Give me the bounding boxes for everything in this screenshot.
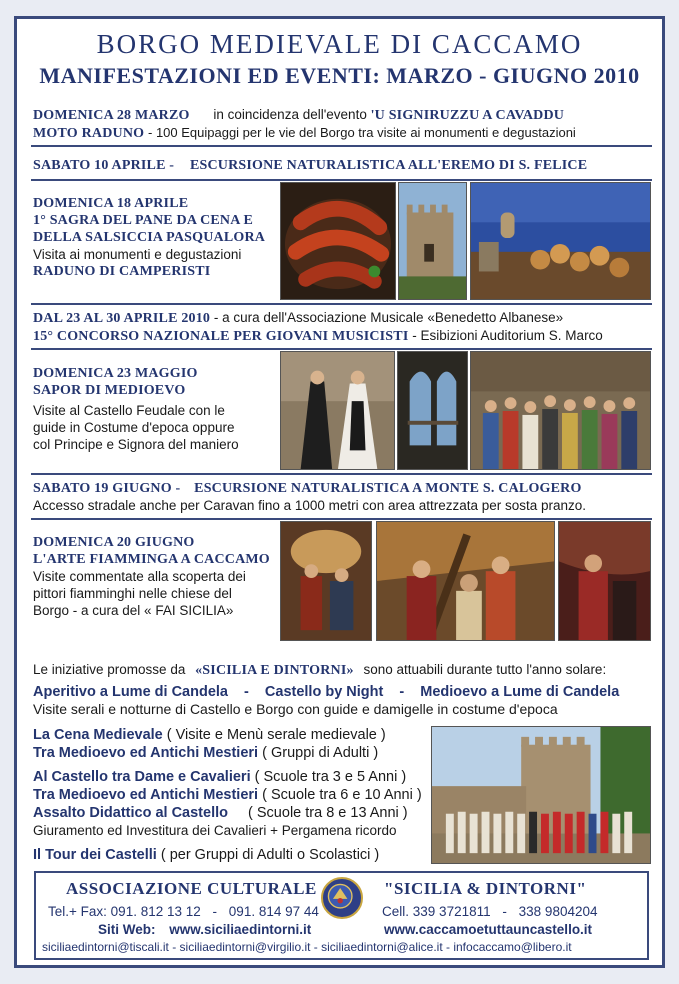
event-text: - a cura dell'Associazione Musicale «Benedetto Albanese»: [213, 310, 564, 325]
poster: [14, 16, 665, 968]
divider: [31, 473, 652, 475]
event-19-giugno: [33, 479, 658, 514]
event-text: Visite al Castello Feudale con le: [33, 403, 225, 418]
activity-item: [33, 726, 433, 744]
castle-group-photo: [431, 726, 651, 864]
initiative-name: Aperitivo a Lume di Candela: [33, 684, 228, 700]
event-name: 'U SIGNIRUZZU A CAVADDU: [370, 108, 565, 123]
separator: -: [502, 904, 507, 919]
event-text: Visite commentate alla scoperta dei: [33, 569, 246, 584]
activity-item: [33, 804, 433, 822]
event-23-maggio: [33, 365, 283, 453]
association-logo-icon: [321, 877, 363, 919]
event-title: MOTO RADUNO: [33, 126, 145, 141]
divider: [31, 348, 652, 350]
event-18-aprile: [33, 195, 283, 280]
separator: -: [244, 684, 249, 700]
activity-name: Assalto Didattico al Castello: [33, 805, 228, 821]
event-text: in coincidenza dell'evento: [213, 107, 367, 122]
flemish-painting-1: [280, 521, 372, 641]
evening-initiatives: [33, 684, 658, 701]
event-title: DELLA SALSICCIA PASQUALORA: [33, 230, 266, 245]
event-date: DOMENICA 20 GIUGNO: [33, 535, 195, 550]
contact-footer: [34, 871, 649, 960]
activity-name: Al Castello tra Dame e Cavalieri: [33, 769, 251, 785]
event-text: Borgo - a cura del « FAI SICILIA»: [33, 603, 234, 618]
website-link[interactable]: www.siciliaedintorni.it: [169, 922, 312, 937]
event-extra: RADUNO DI CAMPERISTI: [33, 264, 211, 279]
event-text: Accesso stradale anche per Caravan fino a 1000 metri con area attrezzata per sosta pranzo.: [33, 498, 587, 513]
activity-name: Il Tour dei Castelli: [33, 847, 157, 863]
initiative-name: Castello by Night: [264, 684, 384, 700]
divider: [31, 518, 652, 520]
evening-description: Visite serali e notturne di Castello e Borgo con guide e damigelle in costume d'epoca: [33, 701, 558, 717]
activity-name: Tra Medioevo ed Antichi Mestieri: [33, 745, 259, 761]
mobile-label: Cell.: [382, 904, 410, 919]
castle-window-photo: [397, 351, 468, 470]
event-text: col Principe e Signora del maniero: [33, 437, 239, 452]
intro-text: sono attuabili durante tutto l'anno solare:: [363, 662, 607, 677]
phone-line: [48, 904, 319, 919]
costume-guides-photo: [280, 351, 395, 470]
event-20-giugno: [33, 534, 285, 619]
initiative-name: Medioevo a Lume di Candela: [420, 684, 620, 700]
event-10-aprile: [33, 156, 653, 174]
event-title: ESCURSIONE NATURALISTICA ALL'EREMO DI S. FELICE: [189, 158, 588, 173]
activity-note: ( Gruppi di Adulti ): [262, 745, 379, 761]
phone-number: 091. 812 13 12: [110, 904, 201, 919]
association-label: ASSOCIAZIONE CULTURALE: [66, 879, 317, 898]
activity-note: ( Scuole tra 8 e 13 Anni ): [248, 805, 408, 821]
phone-label: Tel.+ Fax:: [48, 904, 107, 919]
bread-market-photo: [470, 182, 651, 300]
divider: [31, 303, 652, 305]
event-text: - 100 Equipaggi per le vie del Borgo tra visite ai monumenti e degustazioni: [148, 125, 576, 140]
web-label: Siti Web:: [98, 922, 156, 937]
event-title: L'ARTE FIAMMINGA A CACCAMO: [33, 552, 270, 567]
event-28-marzo: [33, 106, 653, 142]
flemish-painting-3: [558, 521, 651, 641]
divider: [31, 179, 652, 181]
event-text: guide in Costume d'epoca oppure: [33, 420, 235, 435]
mobile-line: [382, 904, 598, 919]
event-title: SAPOR DI MEDIOEVO: [33, 383, 186, 398]
event-text: pittori fiamminghi nelle chiese del: [33, 586, 232, 601]
mobile-number: 338 9804204: [518, 904, 598, 919]
event-23-30-aprile: [33, 309, 658, 345]
event-title: ESCURSIONE NATURALISTICA A MONTE S. CALOGERO: [194, 481, 582, 496]
web-line: [98, 922, 311, 937]
event-text: - Esibizioni Auditorium S. Marco: [412, 328, 603, 343]
group-visit-photo: [470, 351, 651, 470]
event-title: 1° SAGRA DEL PANE DA CENA E: [33, 213, 254, 228]
event-date: SABATO 10 APRILE -: [33, 158, 175, 173]
sausage-photo: [280, 182, 396, 300]
phone-number: 091. 814 97 44: [228, 904, 319, 919]
activity-note: ( Scuole tra 3 e 5 Anni ): [254, 769, 407, 785]
initiatives-intro: [33, 661, 658, 679]
event-date: SABATO 19 GIUGNO -: [33, 481, 181, 496]
activity-note: ( per Gruppi di Adulti o Scolastici ): [160, 847, 380, 863]
organization-name: «SICILIA E DINTORNI»: [195, 663, 354, 678]
event-date: DOMENICA 18 APRILE: [33, 196, 189, 211]
activity-name: Tra Medioevo ed Antichi Mestieri: [33, 787, 259, 803]
activities-list: [33, 726, 433, 864]
oath-text: Giuramento ed Investitura dei Cavalieri + Pergamena ricordo: [33, 823, 397, 838]
activity-item: [33, 744, 433, 762]
separator: -: [212, 904, 218, 919]
castle-photo: [398, 182, 467, 300]
activity-item: [33, 768, 433, 786]
activity-note: ( Visite e Menù serale medievale ): [166, 727, 386, 743]
activity-item: [33, 846, 433, 864]
activity-note: ( Scuole tra 6 e 10 Anni ): [262, 787, 422, 803]
poster-subtitle: MANIFESTAZIONI ED EVENTI: MARZO - GIUGNO 2010: [39, 63, 640, 88]
activity-name: La Cena Medievale: [33, 727, 163, 743]
event-date: DOMENICA 28 MARZO: [33, 108, 190, 123]
intro-text: Le iniziative promosse da: [33, 662, 186, 677]
event-text: Visita ai monumenti e degustazioni: [33, 247, 242, 262]
divider: [31, 145, 652, 147]
event-date: DOMENICA 23 MAGGIO: [33, 366, 198, 381]
activity-item: [33, 786, 433, 804]
poster-title: BORGO MEDIEVALE DI CACCAMO: [96, 29, 583, 59]
flemish-painting-2: [376, 521, 555, 641]
association-name: "SICILIA & DINTORNI": [384, 879, 587, 898]
event-date: DAL 23 AL 30 APRILE 2010: [33, 311, 211, 326]
email-addresses[interactable]: siciliaedintorni@tiscali.it - siciliaedintorni@virgilio.it - siciliaedintorni@alice.it - infocaccamo@libero.it: [42, 940, 572, 954]
event-title: 15° CONCORSO NAZIONALE PER GIOVANI MUSICISTI: [33, 329, 409, 344]
website-link-2[interactable]: www.caccamoetuttauncastello.it: [384, 922, 593, 937]
separator: -: [399, 684, 405, 700]
mobile-number: 339 3721811: [412, 904, 491, 919]
